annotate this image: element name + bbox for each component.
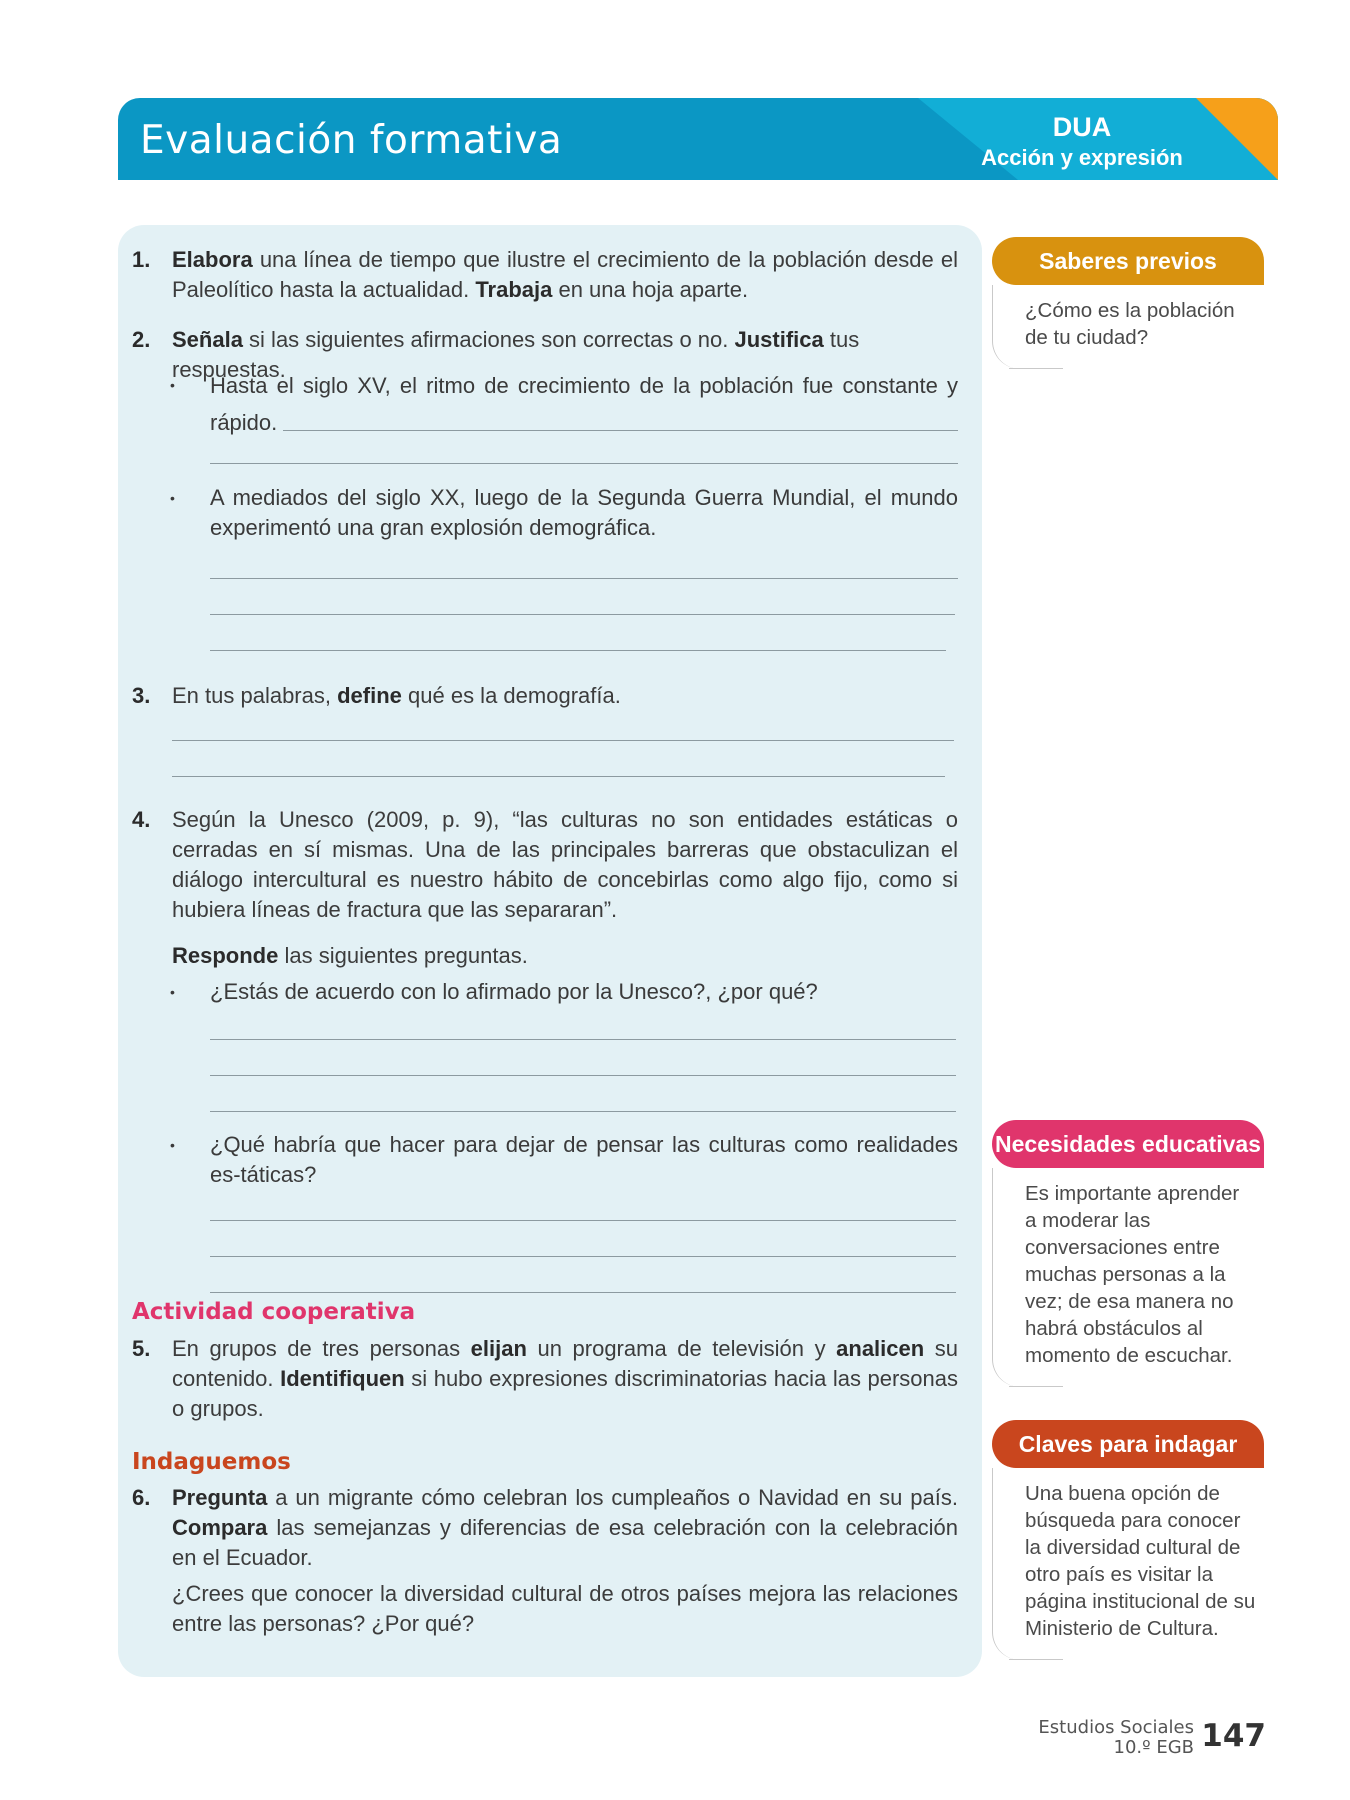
bullet-item	[170, 1130, 958, 1190]
answer-line[interactable]	[172, 776, 945, 777]
question-4-instruction	[172, 941, 958, 971]
answer-line[interactable]	[210, 463, 958, 464]
question-text: a un migrante cómo celebran los cumpleaños o Navidad en su país.	[267, 1485, 958, 1510]
bullet-text: A mediados del siglo XX, luego de la Segunda Guerra Mundial, el mundo experimentó una gran explosión demográfica.	[210, 485, 958, 540]
footer-grade: 10.º EGB	[1113, 1737, 1194, 1758]
answer-line[interactable]	[210, 578, 958, 579]
question-text: si hubo expresiones discriminatorias hacia las personas o grupos.	[172, 1366, 959, 1421]
question-number: 3.	[132, 683, 151, 708]
saberes-previos-text: ¿Cómo es la población de tu ciudad?	[992, 285, 1264, 369]
answer-line[interactable]	[210, 1256, 956, 1257]
bullet-text: ¿Estás de acuerdo con lo afirmado por la Unesco?, ¿por qué?	[210, 979, 818, 1004]
bullet-text: Hasta el siglo XV, el ritmo de crecimiento de la población fue constante y rápido.	[210, 373, 958, 435]
dua-label	[972, 112, 1192, 171]
bullet-dot: •	[170, 377, 175, 393]
section-title-cooperativa: Actividad cooperativa	[132, 1299, 416, 1325]
question-text: las semejanzas y diferencias de esa celebración con la celebración en el Ecuador.	[172, 1515, 958, 1570]
question-6	[132, 1483, 958, 1573]
dua-subtitle: Acción y expresión	[981, 145, 1183, 170]
bullet-item	[170, 483, 958, 543]
question-verb: analicen	[836, 1336, 925, 1361]
question-text: qué es la demografía.	[401, 683, 621, 708]
question-text: una línea de tiempo que ilustre el crecimiento de la población desde el Paleolítico hasta la actualidad.	[172, 247, 958, 302]
question-text: Según la Unesco (2009, p. 9), “las culturas no son entidades estáticas o cerradas en sí mismas. Una de las principales barreras que obstaculizan el diálogo intercultural es nuestro hábito de concebirlas como algo fijo, como si hubiera líneas de fractura que las separaran”.	[172, 807, 958, 922]
question-verb: Señala	[172, 327, 243, 352]
question-text: su contenido.	[172, 1336, 958, 1391]
answer-line[interactable]	[210, 650, 946, 651]
activities-panel	[118, 225, 982, 1677]
question-verb: elijan	[470, 1336, 527, 1361]
claves-indagar-text: Una buena opción de búsqueda para conocer la diversidad cultural de otro país es visitar la página institucional de su Ministerio de Cultura.	[992, 1468, 1264, 1660]
question-4	[132, 805, 958, 925]
answer-line[interactable]	[210, 1039, 956, 1040]
sidebar-necesidades-educativas	[992, 1120, 1264, 1387]
question-number: 2.	[132, 327, 151, 352]
question-text: En tus palabras,	[172, 683, 338, 708]
bullet-item	[170, 977, 958, 1007]
question-verb: Elabora	[172, 247, 253, 272]
answer-line[interactable]	[210, 614, 955, 615]
answer-line[interactable]	[172, 740, 954, 741]
answer-line[interactable]	[283, 430, 958, 431]
question-number: 4.	[132, 807, 151, 832]
question-text: las siguientes preguntas.	[278, 943, 528, 968]
question-number: 5.	[132, 1336, 151, 1361]
question-text: si las siguientes afirmaciones son correctas o no.	[242, 327, 735, 352]
question-verb: Pregunta	[172, 1485, 268, 1510]
necesidades-educativas-tab: Necesidades educativas	[992, 1120, 1264, 1168]
bullet-dot: •	[170, 490, 175, 506]
question-number: 6.	[132, 1485, 151, 1510]
question-verb: define	[337, 683, 402, 708]
question-text: un programa de televisión y	[526, 1336, 837, 1361]
question-text: En grupos de tres personas	[172, 1336, 471, 1361]
question-6-followup: ¿Crees que conocer la diversidad cultural de otros países mejora las relaciones entre las personas? ¿Por qué?	[172, 1581, 958, 1636]
page-number: 147	[1201, 1718, 1266, 1754]
claves-indagar-tab: Claves para indagar	[992, 1420, 1264, 1468]
question-verb: Trabaja	[475, 277, 553, 302]
header-banner	[118, 98, 1278, 180]
question-3	[132, 681, 958, 711]
footer-subject: Estudios Sociales	[1038, 1717, 1194, 1738]
question-1	[132, 245, 958, 305]
sidebar-saberes-previos	[992, 237, 1264, 369]
question-verb: Justifica	[734, 327, 824, 352]
question-verb: Identifiquen	[280, 1366, 405, 1391]
saberes-previos-tab: Saberes previos	[992, 237, 1264, 285]
bullet-dot: •	[170, 984, 175, 1000]
question-text: tus respuestas.	[172, 327, 860, 382]
answer-line[interactable]	[210, 1075, 956, 1076]
question-text: en una hoja aparte.	[552, 277, 749, 302]
sidebar-claves-indagar	[992, 1420, 1264, 1660]
page-footer	[1006, 1718, 1266, 1762]
bullet-text: ¿Qué habría que hacer para dejar de pensar las culturas como realidades es-táticas?	[210, 1132, 958, 1187]
page-title: Evaluación formativa	[140, 118, 563, 163]
question-verb: Responde	[172, 943, 279, 968]
answer-line[interactable]	[210, 1220, 956, 1221]
answer-line[interactable]	[210, 1111, 956, 1112]
bullet-dot: •	[170, 1137, 175, 1153]
question-verb: Compara	[172, 1515, 268, 1540]
answer-line[interactable]	[210, 1292, 956, 1293]
section-title-indaguemos: Indaguemos	[132, 1449, 291, 1475]
question-5	[132, 1334, 959, 1424]
dua-title: DUA	[1052, 112, 1112, 142]
question-number: 1.	[132, 247, 151, 272]
necesidades-educativas-text: Es importante aprender a moderar las conversaciones entre muchas personas a la vez; de esa manera no habrá obstáculos al momento de escuchar.	[992, 1168, 1264, 1387]
